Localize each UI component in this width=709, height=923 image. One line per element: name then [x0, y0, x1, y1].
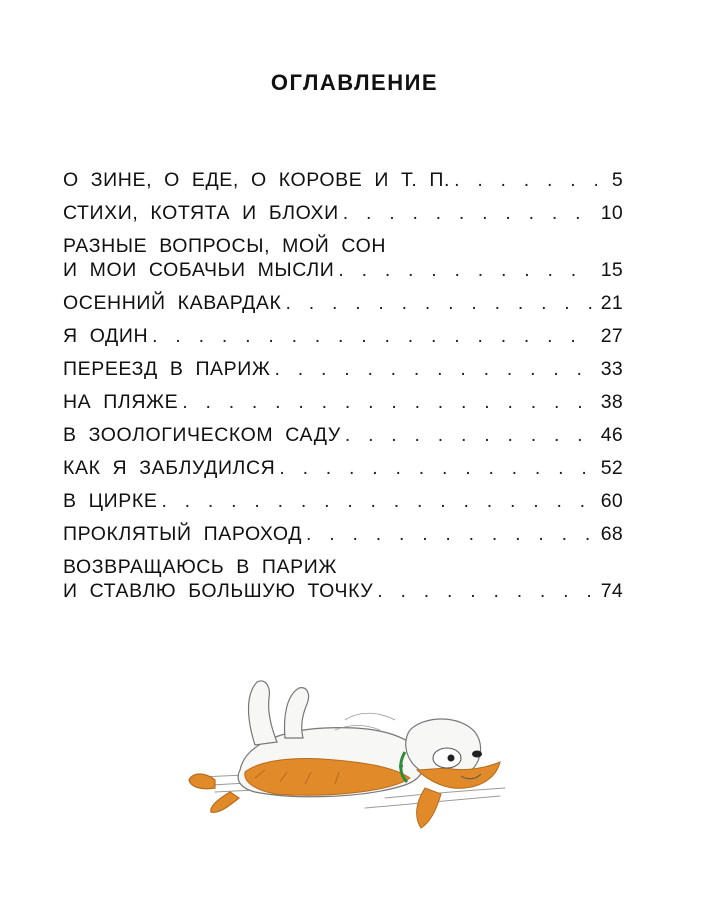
toc-entry[interactable] [63, 390, 623, 414]
dot-leader [454, 168, 597, 192]
toc-entry[interactable] [63, 324, 623, 348]
toc-entry-title: ПЕРЕЕЗД В ПАРИЖ [63, 358, 271, 380]
dot-leader [285, 291, 594, 315]
dot-leader [279, 456, 594, 480]
toc-page-number: 38 [600, 391, 623, 413]
table-of-contents [63, 168, 623, 612]
dot-leader [377, 579, 594, 603]
dot-leader [306, 522, 595, 546]
toc-entry[interactable] [63, 234, 623, 282]
dot-leader [338, 258, 594, 282]
toc-entry-title-line: РАЗНЫЕ ВОПРОСЫ, МОЙ СОН [63, 235, 387, 257]
toc-entry[interactable] [63, 555, 623, 603]
dot-leader [182, 390, 594, 414]
toc-page-number: 15 [600, 259, 623, 281]
toc-page-number: 27 [600, 325, 623, 347]
toc-entry-title: Я ОДИН [63, 325, 149, 347]
toc-entry[interactable] [63, 291, 623, 315]
dot-leader [161, 489, 594, 513]
toc-entry-title-line: ВОЗВРАЩАЮСЬ В ПАРИЖ [63, 556, 337, 578]
toc-page-number: 74 [600, 580, 623, 602]
toc-entry-title: ОСЕННИЙ КАВАРДАК [63, 292, 282, 314]
dot-leader [343, 201, 595, 225]
toc-page-number: 33 [600, 358, 623, 380]
toc-entry-title-line: И СТАВЛЮ БОЛЬШУЮ ТОЧКУ [63, 580, 374, 602]
toc-page-number: 52 [600, 457, 623, 479]
toc-entry[interactable] [63, 456, 623, 480]
toc-entry-title: КАК Я ЗАБЛУДИЛСЯ [63, 457, 276, 479]
dot-leader [152, 324, 595, 348]
toc-entry-title: НА ПЛЯЖЕ [63, 391, 179, 413]
toc-entry[interactable] [63, 201, 623, 225]
toc-page-number: 60 [600, 490, 623, 512]
toc-entry[interactable] [63, 168, 623, 192]
toc-entry[interactable] [63, 357, 623, 381]
toc-entry-title: ПРОКЛЯТЫЙ ПАРОХОД [63, 523, 303, 545]
toc-page-number: 46 [600, 424, 623, 446]
toc-entry[interactable] [63, 522, 623, 546]
toc-entry[interactable] [63, 489, 623, 513]
toc-page-number: 21 [600, 292, 623, 314]
dog-illustration [185, 660, 515, 840]
toc-entry-title: В ЗООЛОГИЧЕСКОМ САДУ [63, 424, 341, 446]
toc-entry-title: СТИХИ, КОТЯТА И БЛОХИ [63, 202, 339, 224]
toc-page-number: 5 [611, 169, 623, 191]
toc-entry-title: В ЦИРКЕ [63, 490, 158, 512]
toc-entry-title-line: И МОИ СОБАЧЬИ МЫСЛИ [63, 259, 335, 281]
dot-leader [345, 423, 595, 447]
toc-entry[interactable] [63, 423, 623, 447]
toc-page-number: 10 [600, 202, 623, 224]
page-title: ОГЛАВЛЕНИЕ [270, 70, 439, 95]
toc-entry-title: О ЗИНЕ, О ЕДЕ, О КОРОВЕ И Т. П. [63, 169, 451, 191]
dot-leader [275, 357, 595, 381]
toc-page-number: 68 [600, 523, 623, 545]
